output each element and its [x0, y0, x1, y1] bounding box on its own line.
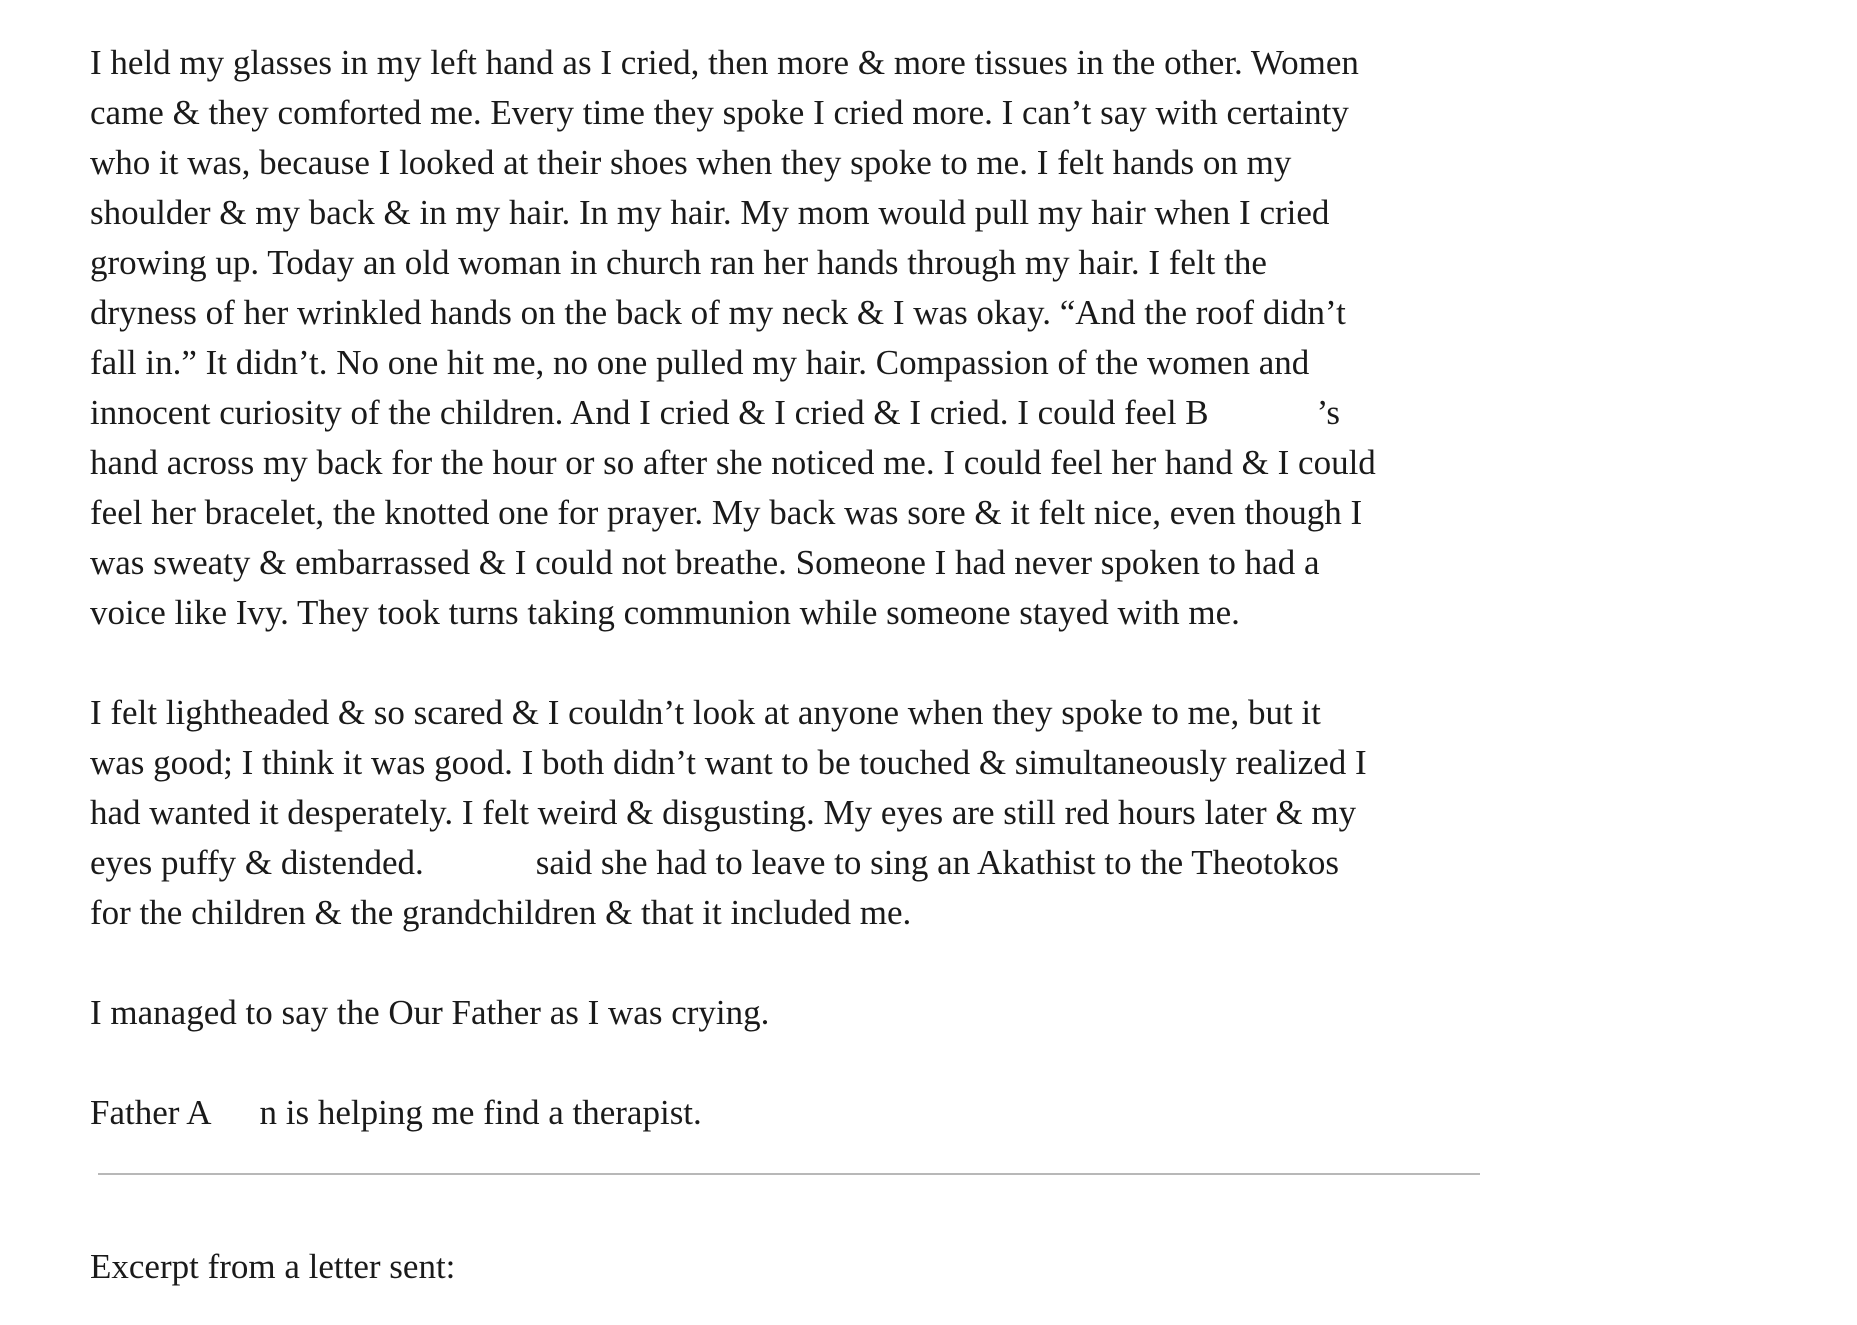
text-line: I held my glasses in my left hand as I cried, then more & more tissues in the other. Women	[90, 43, 1359, 82]
text-line: fall in.” It didn’t. No one hit me, no one pulled my hair. Compassion of the women and	[90, 343, 1310, 382]
text-line: voice like Ivy. They took turns taking communion while someone stayed with me.	[90, 593, 1240, 632]
text-line	[90, 1088, 1500, 1138]
paragraph-gap	[90, 1038, 1500, 1088]
text-line	[90, 388, 1500, 438]
text-line: had wanted it desperately. I felt weird & disgusting. My eyes are still red hours later & my	[90, 793, 1357, 832]
text-line: feel her bracelet, the knotted one for prayer. My back was sore & it felt nice, even though I	[90, 493, 1363, 532]
text-line: shoulder & my back & in my hair. In my hair. My mom would pull my hair when I cried	[90, 193, 1330, 232]
text-line: for the children & the grandchildren & that it included me.	[90, 893, 912, 932]
paragraph-church-crying	[90, 38, 1500, 638]
text-line: growing up. Today an old woman in church ran her hands through my hair. I felt the	[90, 243, 1267, 282]
text-line: came & they comforted me. Every time they spoke I cried more. I can’t say with certainty	[90, 93, 1349, 132]
text-line: was sweaty & embarrassed & I could not breathe. Someone I had never spoken to had a	[90, 543, 1320, 582]
paragraph-gap	[90, 638, 1500, 688]
horizontal-rule	[98, 1173, 1480, 1175]
paragraph-our-father	[90, 988, 1500, 1038]
text-segment: innocent curiosity of the children. And I cried & I cried & I cried. I could feel B	[90, 393, 1209, 432]
text-segment: eyes puffy & distended.	[90, 843, 424, 882]
text-segment: Father A	[90, 1093, 212, 1132]
text-line: I managed to say the Our Father as I was crying.	[90, 993, 770, 1032]
text-line	[90, 838, 1500, 888]
text-line: who it was, because I looked at their shoes when they spoke to me. I felt hands on my	[90, 143, 1292, 182]
text-line: I felt lightheaded & so scared & I couldn’t look at anyone when they spoke to me, but it	[90, 693, 1321, 732]
paragraph-gap	[90, 938, 1500, 988]
text-line: hand across my back for the hour or so after she noticed me. I could feel her hand & I could	[90, 443, 1376, 482]
paragraph-lightheaded	[90, 688, 1500, 938]
excerpt-heading: Excerpt from a letter sent:	[90, 1247, 456, 1286]
text-segment: n is helping me find a therapist.	[259, 1093, 702, 1132]
text-line: was good; I think it was good. I both didn’t want to be touched & simultaneously realized I	[90, 743, 1367, 782]
text-segment: ’s	[1316, 393, 1341, 432]
paragraph-therapist	[90, 1088, 1500, 1138]
text-segment: said she had to leave to sing an Akathist to the Theotokos	[535, 843, 1339, 882]
text-line: dryness of her wrinkled hands on the back of my neck & I was okay. “And the roof didn’t	[90, 293, 1346, 332]
document-body	[90, 38, 1500, 1138]
